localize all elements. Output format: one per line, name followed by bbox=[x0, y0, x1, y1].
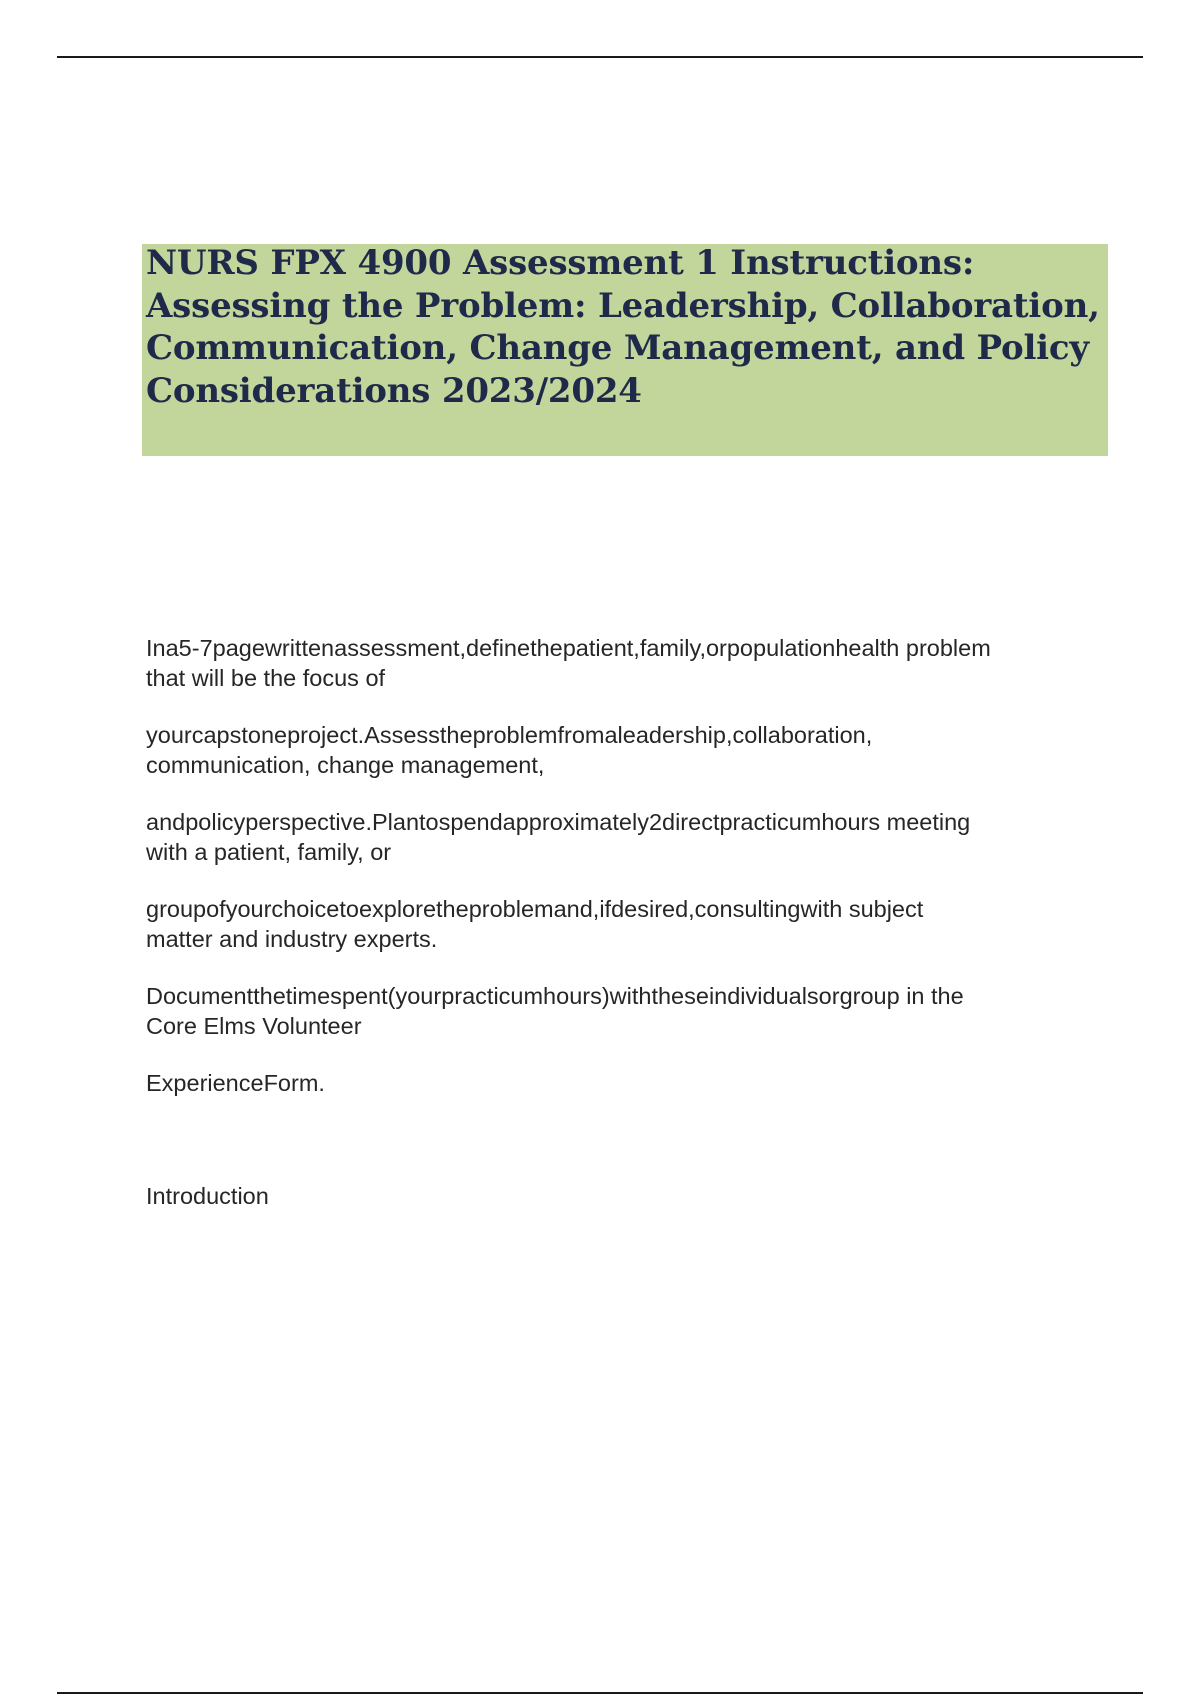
instruction-paragraph-5 bbox=[146, 981, 1106, 1041]
document-title: NURS FPX 4900 Assessment 1 Instructions: Assessing the Problem: Leadership, Collaboration, Communication, Change Management, and Policy Considerations 2023/2024 bbox=[146, 243, 1100, 411]
paragraph-line: that will be the focus of bbox=[146, 665, 386, 691]
paragraph-line: Documentthetimespent(yourpracticumhours)withtheseindividualsorgroup in the bbox=[146, 983, 964, 1009]
instruction-paragraph-4 bbox=[146, 894, 1106, 954]
top-rule bbox=[57, 56, 1143, 58]
instruction-paragraph-2 bbox=[146, 720, 1106, 780]
bottom-rule bbox=[57, 1692, 1143, 1694]
paragraph-line: communication, change management, bbox=[146, 752, 545, 778]
instruction-paragraph-6 bbox=[146, 1068, 1106, 1098]
instruction-paragraph-3 bbox=[146, 807, 1106, 867]
paragraph-line: yourcapstoneproject.Assesstheproblemfromaleadership,collaboration, bbox=[146, 722, 873, 748]
paragraph-line: ExperienceForm. bbox=[146, 1070, 325, 1096]
section-heading-introduction: Introduction bbox=[146, 1183, 269, 1209]
instruction-paragraph-1 bbox=[146, 633, 1106, 693]
paragraph-line: matter and industry experts. bbox=[146, 926, 438, 952]
paragraph-line: with a patient, family, or bbox=[146, 839, 392, 865]
paragraph-line: Ina5-7pagewrittenassessment,definethepatient,family,orpopulationhealth problem bbox=[146, 635, 991, 661]
paragraph-line: Core Elms Volunteer bbox=[146, 1013, 362, 1039]
paragraph-line: andpolicyperspective.Plantospendapproximately2directpracticumhours meeting bbox=[146, 809, 971, 835]
paragraph-line: groupofyourchoicetoexploretheproblemand,ifdesired,consultingwith subject bbox=[146, 896, 924, 922]
